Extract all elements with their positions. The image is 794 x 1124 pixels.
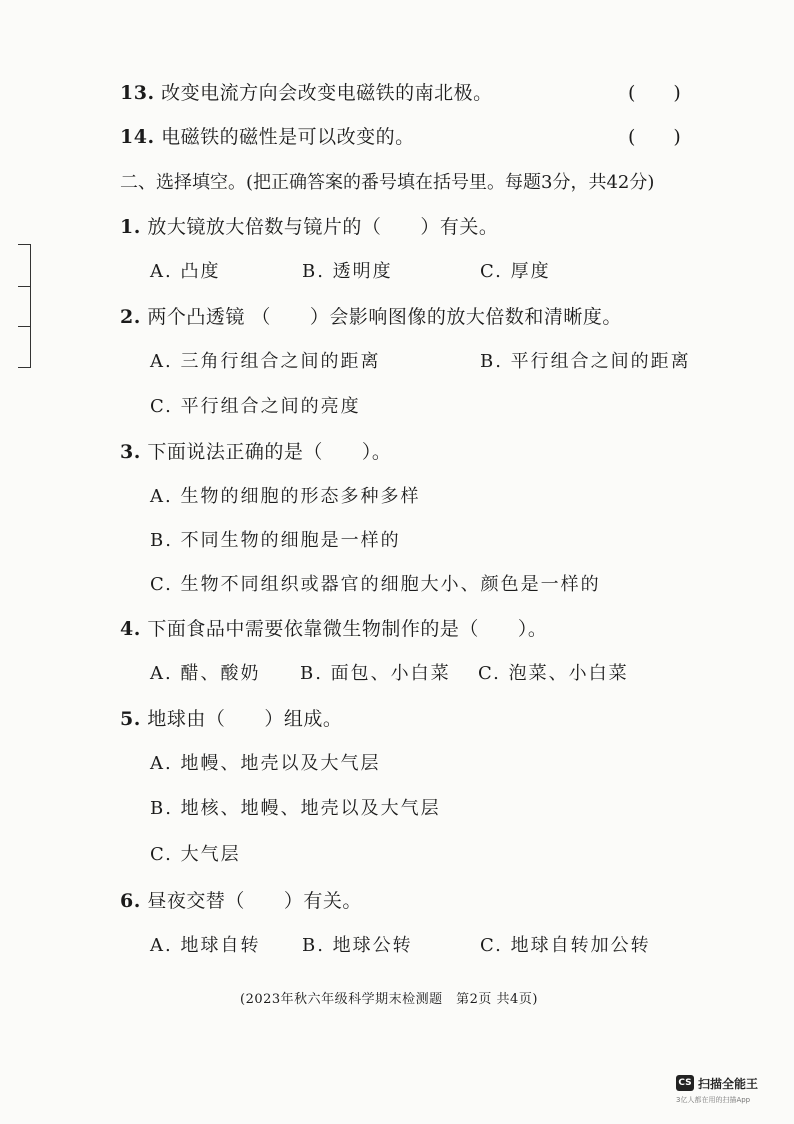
binding-tick	[18, 244, 30, 245]
option-b: B. 地球公转	[302, 935, 413, 956]
camscanner-logo-icon: CS	[676, 1075, 694, 1091]
judgement-item	[120, 122, 415, 149]
option-c: C. 大气层	[150, 844, 241, 865]
question-number: 4.	[120, 618, 141, 640]
option-c: C. 平行组合之间的亮度	[150, 396, 361, 417]
option-a: A. 凸度	[150, 261, 221, 282]
item-number: 14.	[120, 126, 155, 148]
binding-tick	[18, 286, 30, 287]
option-c: C. 地球自转加公转	[480, 935, 651, 956]
question-text: 两个凸透镜 （ ）会影响图像的放大倍数和清晰度。	[147, 306, 622, 328]
answer-parentheses: ( )	[628, 126, 681, 148]
binding-tick	[18, 367, 30, 368]
question-text: 地球由（ ）组成。	[147, 708, 343, 730]
option-b: B. 透明度	[302, 261, 393, 282]
question-stem	[120, 437, 391, 464]
answer-parentheses: ( )	[628, 82, 681, 104]
item-text: 改变电流方向会改变电磁铁的南北极。	[161, 82, 493, 104]
question-stem	[120, 302, 622, 329]
option-c: C. 泡菜、小白菜	[478, 663, 629, 684]
question-number: 3.	[120, 441, 141, 463]
question-text: 放大镜放大倍数与镜片的（ ）有关。	[147, 216, 499, 238]
question-text: 下面食品中需要依靠微生物制作的是（ ）。	[147, 618, 548, 640]
judgement-item	[120, 78, 493, 105]
question-text: 昼夜交替（ ）有关。	[147, 890, 362, 912]
option-b: B. 平行组合之间的距离	[480, 351, 691, 372]
question-number: 1.	[120, 216, 141, 238]
question-stem	[120, 886, 362, 913]
binding-marks	[18, 244, 31, 368]
item-number: 13.	[120, 82, 155, 104]
option-b: B. 不同生物的细胞是一样的	[150, 530, 401, 551]
section-heading: 二、选择填空。(把正确答案的番号填在括号里。每题3分，共42分)	[120, 172, 655, 193]
question-number: 6.	[120, 890, 141, 912]
watermark-name: 扫描全能王	[698, 1077, 759, 1091]
question-stem	[120, 614, 547, 641]
option-c: C. 生物不同组织或器官的细胞大小、颜色是一样的	[150, 574, 601, 595]
question-number: 2.	[120, 306, 141, 328]
question-stem	[120, 212, 498, 239]
question-text: 下面说法正确的是（ ）。	[147, 441, 392, 463]
option-a: A. 生物的细胞的形态多种多样	[150, 486, 421, 507]
option-a: A. 地球自转	[150, 935, 261, 956]
scanner-watermark	[676, 1075, 776, 1109]
question-stem	[120, 704, 342, 731]
item-text: 电磁铁的磁性是可以改变的。	[161, 126, 415, 148]
option-a: A. 地幔、地壳以及大气层	[150, 753, 381, 774]
option-a: A. 三角行组合之间的距离	[150, 351, 381, 372]
binding-tick	[18, 326, 30, 327]
option-b: B. 地核、地幔、地壳以及大气层	[150, 798, 441, 819]
question-number: 5.	[120, 708, 141, 730]
watermark-subtitle: 3亿人都在用的扫描App	[676, 1096, 751, 1104]
option-c: C. 厚度	[480, 261, 551, 282]
page-footer: (2023年秋六年级科学期末检测题 第2页 共4页)	[240, 992, 538, 1007]
option-a: A. 醋、酸奶	[150, 663, 261, 684]
option-b: B. 面包、小白菜	[300, 663, 451, 684]
